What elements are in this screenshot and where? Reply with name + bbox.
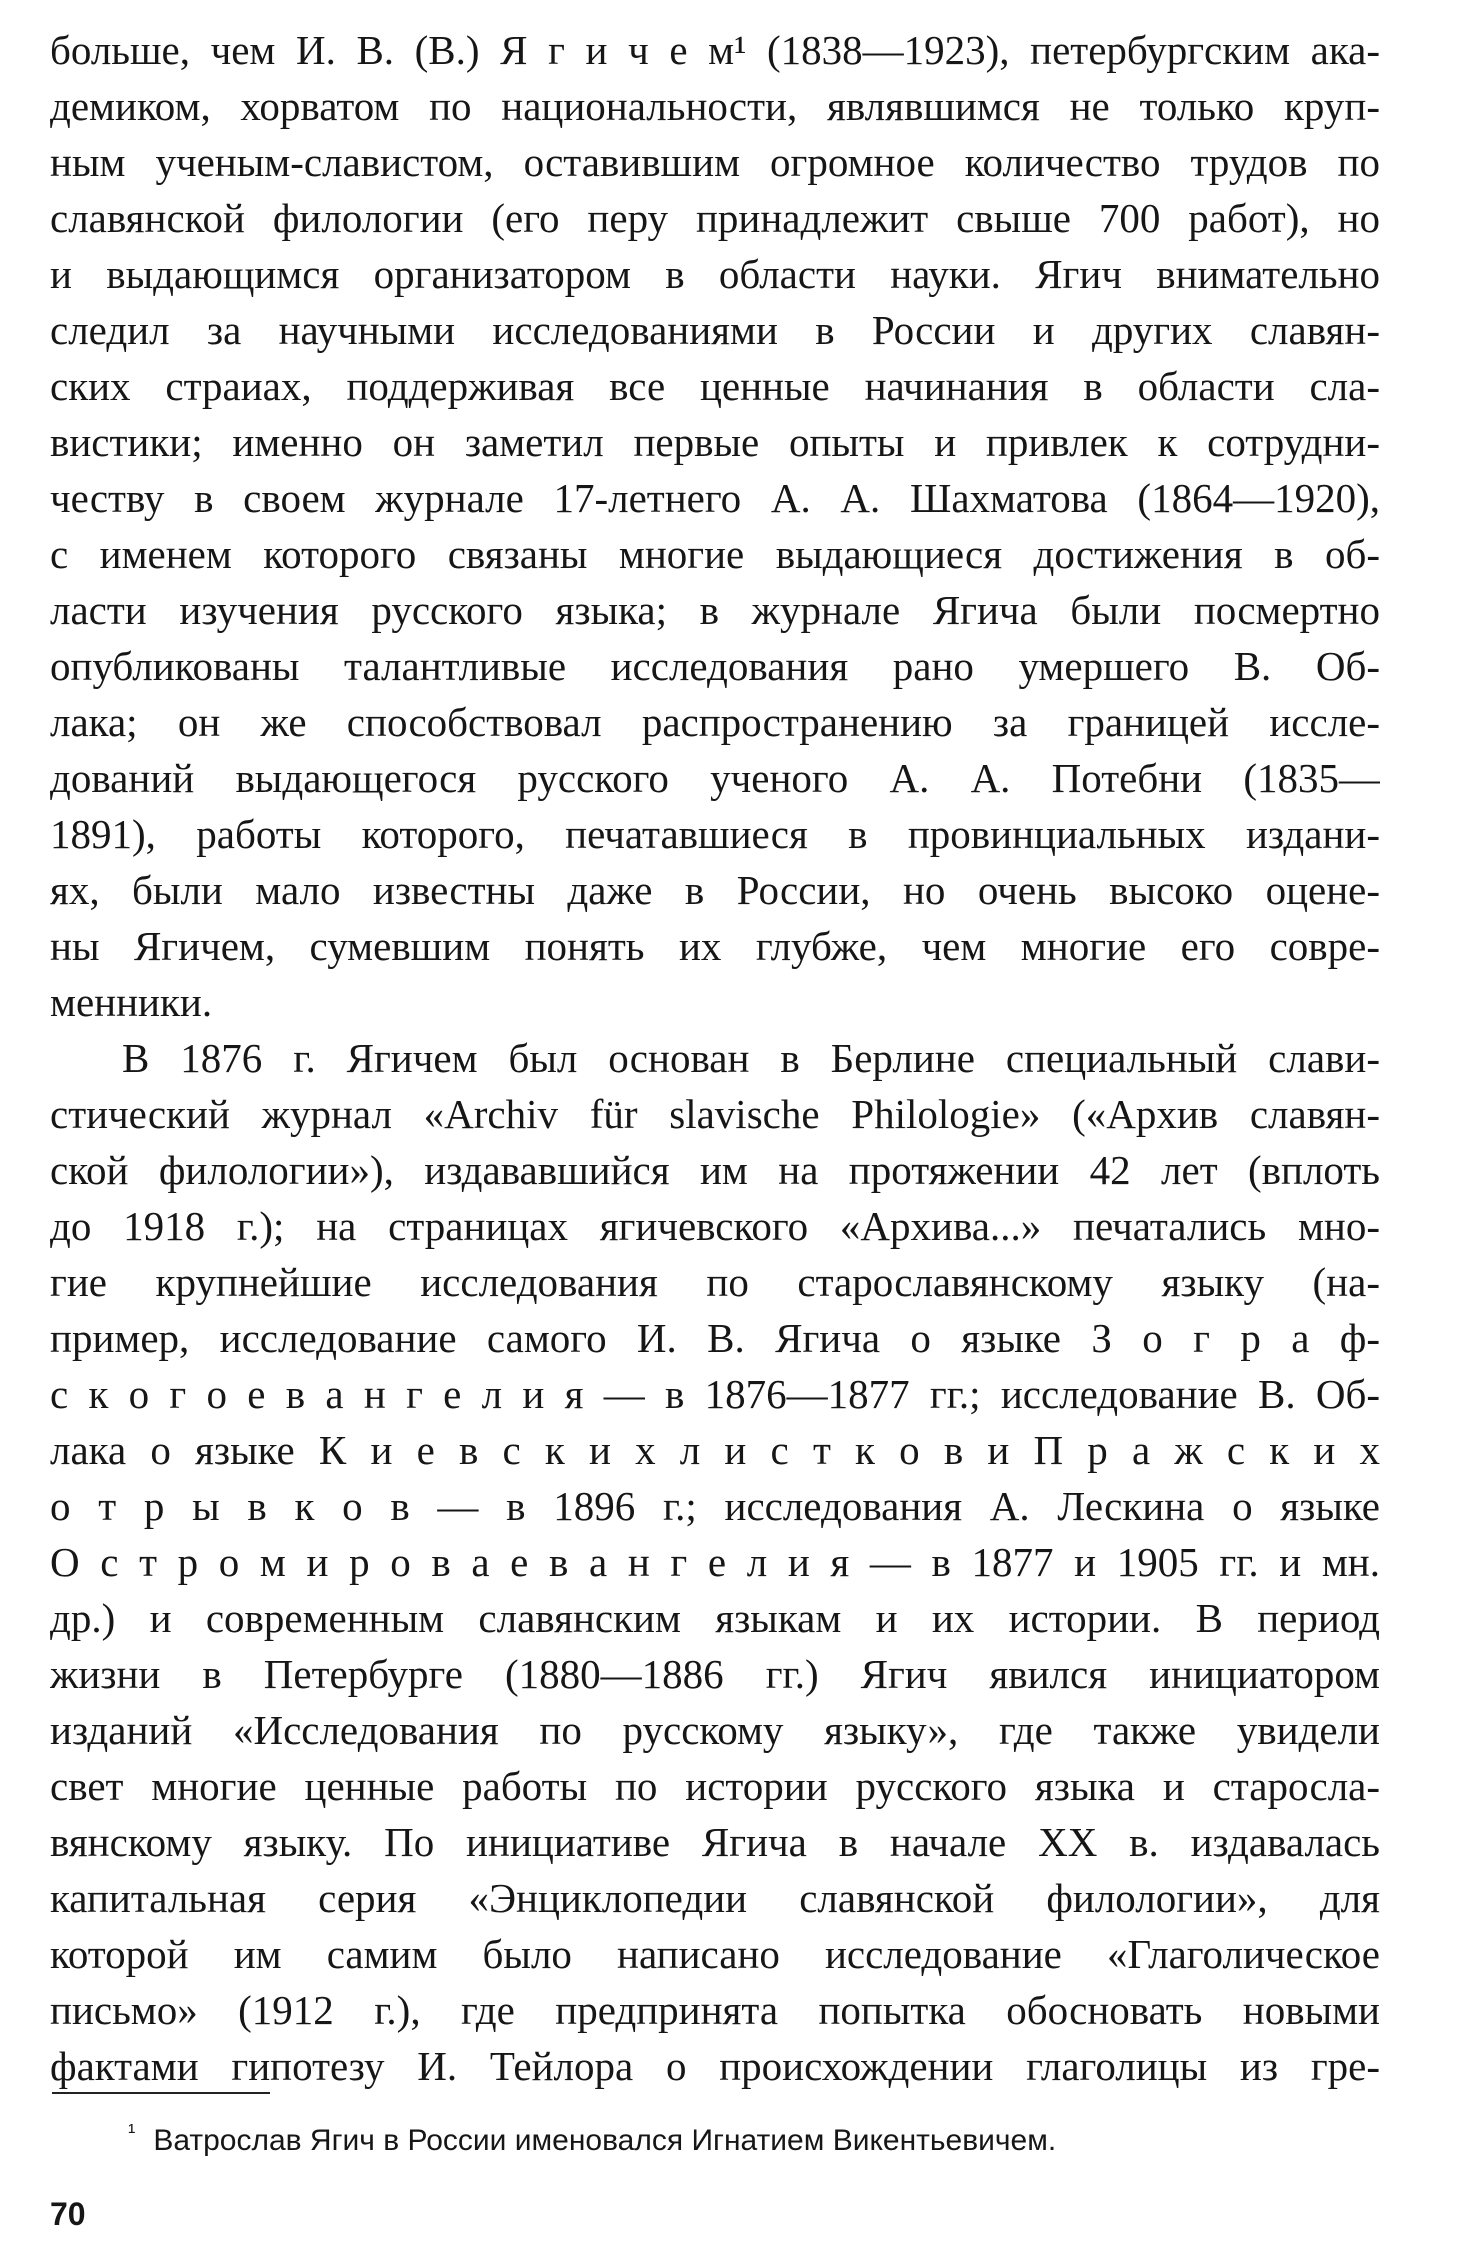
text-line: славянской филологии (его перу принадлежит свыше 700 работ), но [50, 195, 1380, 241]
text-line: пример, исследование самого И. В. Ягича о языке З о г р а ф- [50, 1315, 1380, 1361]
text-line: др.) и современным славянским языкам и их истории. В период [50, 1595, 1380, 1641]
text-line: ласти изучения русского языка; в журнале Ягича были посмертно [50, 587, 1380, 633]
text-line: О с т р о м и р о в а е в а н г е л и я — в 1877 и 1905 гг. и мн. [50, 1539, 1380, 1585]
text-line: которой им самим было написано исследование «Глаголическое [50, 1931, 1380, 1977]
page-number: 70 [50, 2196, 86, 2232]
text-line: о т р ы в к о в — в 1896 г.; исследования А. Лескина о языке [50, 1483, 1380, 1529]
text-line: до 1918 г.); на страницах ягичевского «Архива...» печатались мно- [50, 1203, 1380, 1249]
text-line: менники. [50, 979, 213, 1025]
paragraph-start-line: В 1876 г. Ягичем был основан в Берлине специальный слави- [122, 1035, 1380, 1081]
footnote-text: Ватрослав Ягич в России именовался Игнатием Викентьевичем. [153, 2124, 1057, 2157]
text-line: ской филологии»), издававшийся им на протяжении 42 лет (вплоть [50, 1147, 1380, 1193]
footnote-divider [52, 2092, 270, 2094]
text-line: капитальная серия «Энциклопедии славянской филологии», для [50, 1875, 1380, 1921]
text-line: гие крупнейшие исследования по старославянскому языку (на- [50, 1259, 1380, 1305]
text-line: и выдающимся организатором в области науки. Ягич внимательно [50, 251, 1380, 297]
text-line: следил за научными исследованиями в России и других славян- [50, 307, 1380, 353]
text-line: дований выдающегося русского ученого А. А. Потебни (1835— [50, 755, 1380, 801]
text-line: лака о языке К и е в с к и х л и с т к о в и П р а ж с к и х [50, 1427, 1380, 1473]
text-line: демиком, хорватом по национальности, являвшимся не только круп- [50, 83, 1380, 129]
text-line: опубликованы талантливые исследования рано умершего В. Об- [50, 643, 1380, 689]
text-line: ным ученым-славистом, оставившим огромное количество трудов по [50, 139, 1380, 185]
text-line: письмо» (1912 г.), где предпринята попытка обосновать новыми [50, 1987, 1380, 2033]
text-line: фактами гипотезу И. Тейлора о происхождении глаголицы из гре- [50, 2043, 1380, 2089]
text-line: свет многие ценные работы по истории русского языка и старосла- [50, 1763, 1380, 1809]
text-line: жизни в Петербурге (1880—1886 гг.) Ягич явился инициатором [50, 1651, 1380, 1697]
text-line: ских страиах, поддерживая все ценные начинания в области сла- [50, 363, 1380, 409]
text-line: 1891), работы которого, печатавшиеся в провинциальных издани- [50, 811, 1380, 857]
text-line: вянскому языку. По инициативе Ягича в начале XX в. издавалась [50, 1819, 1380, 1865]
text-line: ях, были мало известны даже в России, но очень высоко оцене- [50, 867, 1380, 913]
text-line: лака; он же способствовал распространению за границей иссле- [50, 699, 1380, 745]
text-line: стический журнал «Archiv für slavische Philologie» («Архив славян- [50, 1091, 1380, 1137]
text-line: больше, чем И. В. (В.) Я г и ч е м¹ (1838—1923), петербургским ака- [50, 27, 1380, 73]
footnote-marker: ¹ [128, 2119, 136, 2144]
text-line: с именем которого связаны многие выдающиеся достижения в об- [50, 531, 1380, 577]
text-line: честву в своем журнале 17-летнего А. А. Шахматова (1864—1920), [50, 475, 1380, 521]
text-line: с к о г о е в а н г е л и я — в 1876—1877 гг.; исследование В. Об- [50, 1371, 1380, 1417]
text-line: вистики; именно он заметил первые опыты и привлек к сотрудни- [50, 419, 1380, 465]
text-line: изданий «Исследования по русскому языку», где также увидели [50, 1707, 1380, 1753]
footnote [128, 2112, 1056, 2161]
body-text [50, 22, 1380, 2094]
text-line: ны Ягичем, сумевшим понять их глубже, чем многие его совре- [50, 923, 1380, 969]
